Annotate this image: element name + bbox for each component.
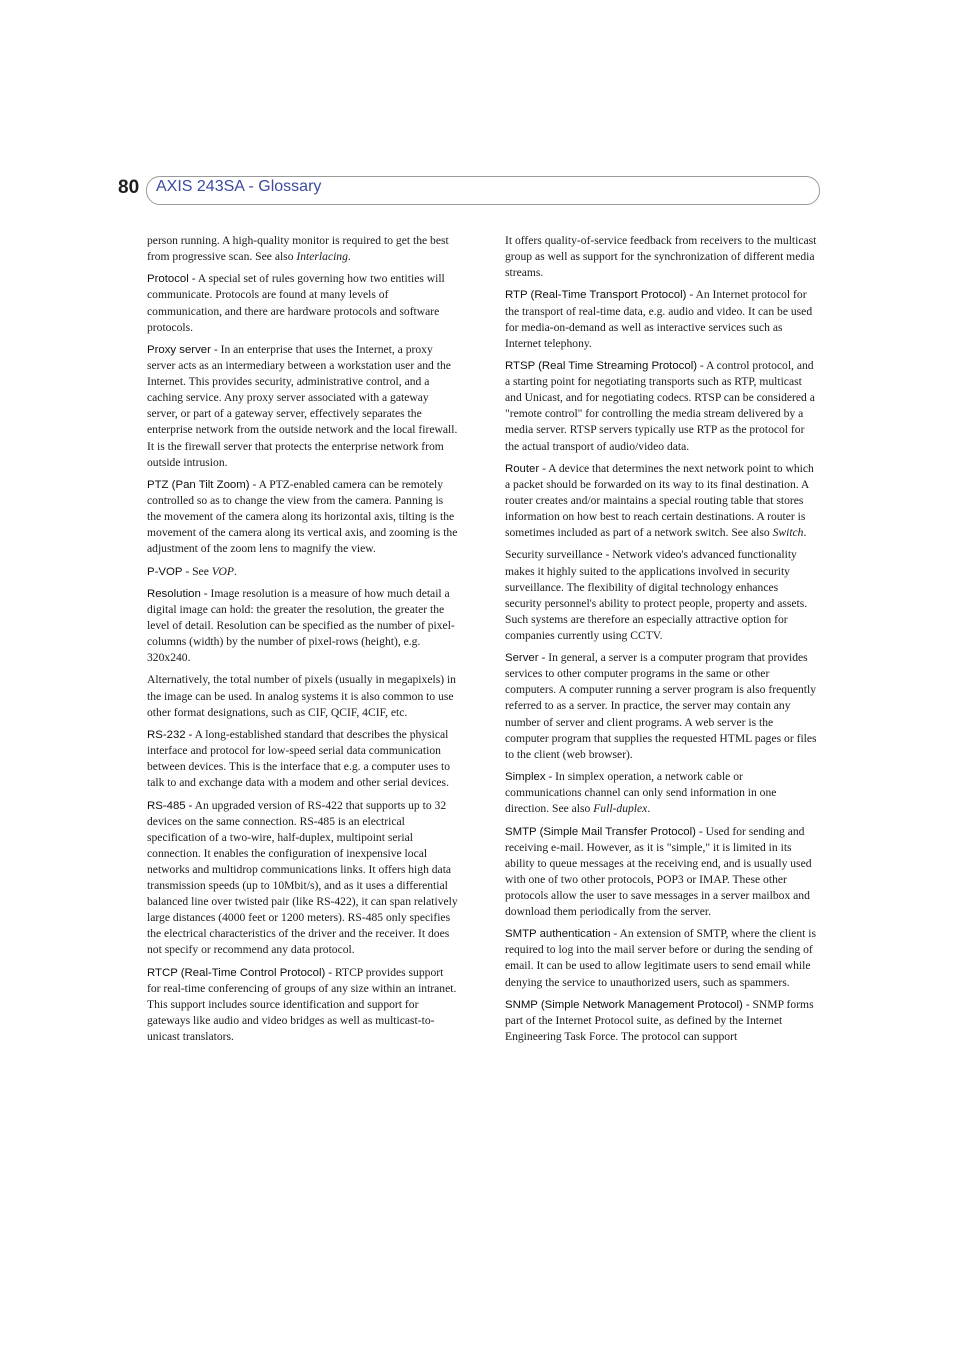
glossary-term: RTCP (Real-Time Control Protocol) bbox=[147, 966, 326, 979]
cross-reference: Switch bbox=[772, 526, 804, 540]
glossary-term: Protocol bbox=[147, 273, 189, 286]
glossary-term: RTSP (Real Time Streaming Protocol) bbox=[505, 360, 698, 373]
glossary-definition: - An upgraded version of RS-422 that supports up to 32 devices on the same connection. RS-485 is an electrical specification of a two-wire, half-duplex, multipoint serial connection. It enables the configuration of inexpensive local networks and multidrop communications links. It offers high data transmission speeds (up to 10Mbit/s), and as it uses a differential balanced line over twisted pair (like RS-422), it can span relatively large distances (4000 feet or 1200 meters). RS-485 only specifies the electrical characteristics of the driver and the receiver. It does not specify or recommend any data protocol. bbox=[147, 798, 458, 957]
cross-reference: Interlacing bbox=[296, 250, 348, 264]
glossary-entry-rs-232 bbox=[147, 727, 459, 791]
glossary-definition: - SNMP forms part of the Internet Protocol suite, as defined by the Internet Engineering Task Force. The protocol can support bbox=[505, 997, 814, 1043]
glossary-entry-snmp bbox=[505, 997, 817, 1045]
glossary-entry-router: Router - A device that determines the next network point to which a packet should be forwarded on its way to its final destination. A router creates and/or maintains a special routing table that stores information on how best to reach certain destinations. A router is sometimes included as part of a network switch. See also Switch. bbox=[505, 461, 814, 540]
glossary-term: SNMP (Simple Network Management Protocol) bbox=[505, 998, 743, 1011]
glossary-term: RTP (Real-Time Transport Protocol) bbox=[505, 289, 687, 302]
page-title: AXIS 243SA - Glossary bbox=[156, 178, 322, 195]
glossary-entry-rtp bbox=[505, 287, 817, 351]
glossary-term: SMTP (Simple Mail Transfer Protocol) bbox=[505, 825, 696, 838]
glossary-entry-p-vop: P-VOP - See VOP. bbox=[147, 564, 237, 578]
glossary-definition: - Used for sending and receiving e-mail. However, as it is "simple," it is limited in its ability to queue messages at the receiving end, and is usually used with one of two other protocols, POP3 or IMAP. These other protocols allow the user to save messages in a server mailbox and download them periodically from the server. bbox=[505, 824, 812, 918]
glossary-entry-rtcp-cont: It offers quality-of-service feedback from receivers to the multicast group as well as support for the synchronization of different media streams. bbox=[505, 234, 817, 280]
glossary-entry-progressive-scan-cont: person running. A high-quality monitor is required to get the best from progressive scan. See also Interlacing. bbox=[147, 234, 449, 264]
glossary-entry-smtp bbox=[505, 824, 817, 921]
glossary-definition: - A PTZ-enabled camera can be remotely controlled so as to change the view from the camera. Panning is the movement of the camera along its horizontal axis, tilting is the movement of the camera along its vertical axis, and zooming is the adjustment of the zoom lens to magnify the view. bbox=[147, 477, 458, 556]
cross-reference: VOP bbox=[211, 564, 234, 578]
glossary-entry-ptz bbox=[147, 477, 459, 557]
glossary-entry-rtcp bbox=[147, 965, 459, 1045]
glossary-entry-rtsp bbox=[505, 358, 817, 455]
glossary-term: Router bbox=[505, 462, 540, 475]
glossary-term: RS-485 bbox=[147, 799, 186, 812]
glossary-definition: - In general, a server is a computer program that provides services to other computer programs in the same or other computers. A computer running a server program is also frequently referred to as a server. In practice, the server may contain any number of server and client programs. A web server is the computer program that supplies the requested HTML pages or files to the client (web browser). bbox=[505, 651, 817, 761]
glossary-term: P-VOP bbox=[147, 565, 183, 578]
glossary-definition: - In an enterprise that uses the Internet, a proxy server acts as an intermediary between a workstation user and the Internet. This provides security, administrative control, and a caching service. Any proxy server associated with a gateway server, or part of a gateway server, effectively separates the enterprise network from the outside network and the local firewall. It is the firewall server that protects the enterprise network from outside intrusion. bbox=[147, 342, 458, 469]
cross-reference: Full-duplex bbox=[593, 802, 648, 816]
glossary-term: Resolution bbox=[147, 587, 201, 600]
glossary-entry-simplex: Simplex - In simplex operation, a network cable or communications channel can only send information in one direction. See also Full-duplex. bbox=[505, 770, 777, 816]
glossary-term: Simplex bbox=[505, 771, 546, 784]
glossary-term: Server bbox=[505, 652, 539, 665]
glossary-definition: - An Internet protocol for the transport of real-time data, e.g. audio and video. It can be used for media-on-demand as well as interactive services such as Internet telephony. bbox=[505, 288, 813, 350]
glossary-definition: - Image resolution is a measure of how much detail a digital image can hold: the greater the resolution, the greater the level of detail. Resolution can be specified as the number of pixel-columns (width) by the number of pixel-rows (height), e.g. 320x240. bbox=[147, 586, 455, 665]
left-column bbox=[147, 233, 459, 1051]
glossary-definition: - A control protocol, and a starting point for negotiating transports such as RTP, multicast and Unicast, and for negotiating codecs. RTSP can be considered a "remote control" for controlling the media stream delivered by a media server. RTSP servers typically use RTP as the protocol for the actual transport of audio/video data. bbox=[505, 359, 815, 453]
glossary-term: PTZ (Pan Tilt Zoom) bbox=[147, 478, 250, 491]
glossary-term: SMTP authentication bbox=[505, 928, 611, 941]
glossary-term: Proxy server bbox=[147, 343, 211, 356]
glossary-entry-rs-485 bbox=[147, 798, 459, 959]
glossary-definition: - RTCP provides support for real-time conferencing of groups of any size within an intranet. This support includes source identification and support for gateways like audio and video bridges as well as multicast-to-unicast translators. bbox=[147, 965, 457, 1043]
glossary-entry-smtp-authentication bbox=[505, 926, 817, 990]
glossary-paragraph-resolution-alt: Alternatively, the total number of pixels (usually in megapixels) in the image can be used. In analog systems it is also common to use other format designations, such as CIF, QCIF, 4CIF, etc. bbox=[147, 673, 456, 719]
glossary-entry-proxy-server bbox=[147, 342, 459, 471]
glossary-definition: - An extension of SMTP, where the client is required to log into the mail server before or during the sending of email. It can be used to allow legitimate users to send email while denying the service to unauthorized users, such as spammers. bbox=[505, 927, 816, 989]
glossary-definition: - A long-established standard that describes the physical interface and protocol for low-speed serial data communication between devices. This is the interface that e.g. a computer uses to talk to and exchange data with a modem and other serial devices. bbox=[147, 727, 451, 790]
glossary-entry-security-surveillance: Security surveillance - Network video's advanced functionality makes it highly suited to the applications involved in security surveillance. The flexibility of digital technology enhances security personnel's ability to protect people, property and assets. Such systems are therefore an especially attractive option for companies currently using CCTV. bbox=[505, 548, 808, 642]
right-column bbox=[505, 233, 817, 1051]
glossary-entry-server bbox=[505, 650, 817, 763]
glossary-definition: - A special set of rules governing how two entities will communicate. Protocols are found at many levels of communication, and there are hardware protocols and software protocols. bbox=[147, 272, 445, 334]
glossary-term: RS-232 bbox=[147, 728, 186, 741]
page-number: 80 bbox=[118, 177, 140, 198]
glossary-entry-resolution bbox=[147, 586, 459, 666]
glossary-entry-protocol bbox=[147, 271, 459, 335]
